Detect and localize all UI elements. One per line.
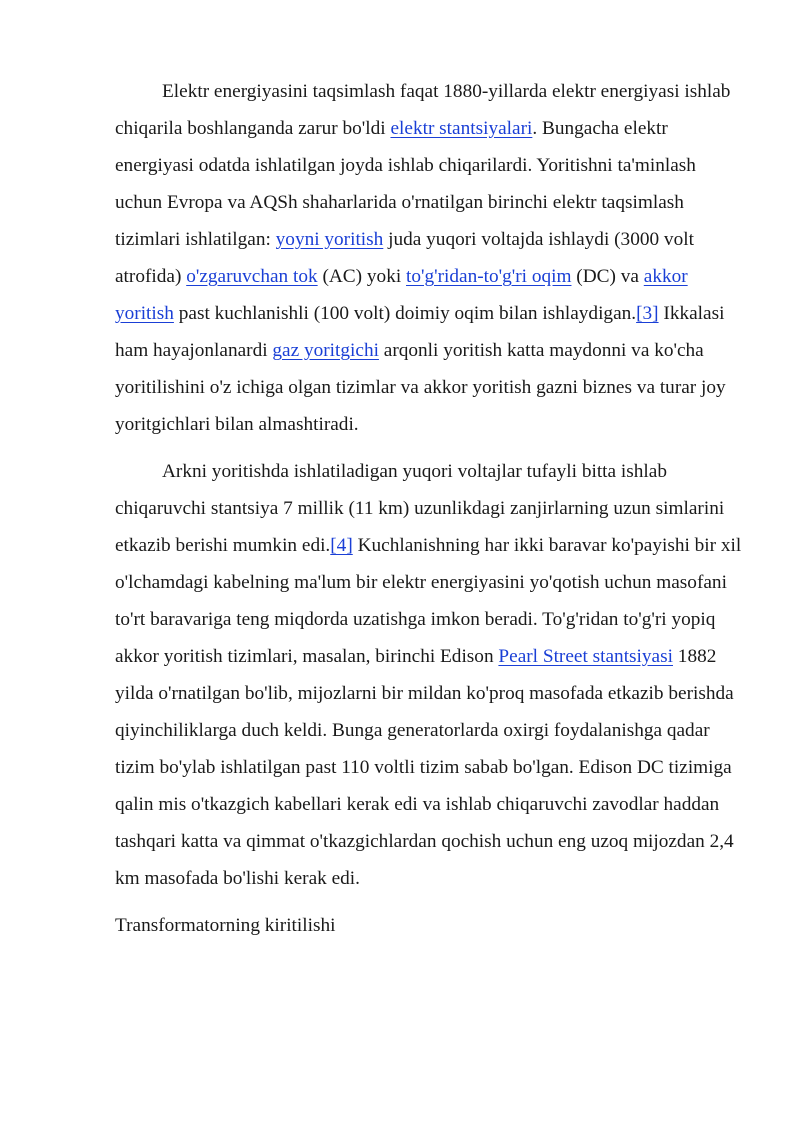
- hyperlink[interactable]: o'zgaruvchan tok: [186, 266, 318, 287]
- text-run: Elektr energiyasini taqsimlash faqat 1880-yillarda elektr energiyasi ishlab chiqarila boshlanganda zarur bo'ldi: [115, 81, 731, 139]
- document-page: [115, 73, 745, 944]
- text-run: Ikkalasi ham hayajonlanardi: [115, 303, 725, 361]
- hyperlink[interactable]: [3]: [636, 303, 659, 324]
- text-run: (AC) yoki: [317, 266, 407, 287]
- text-run: arqonli yoritish katta maydonni va ko'cha yoritilishini o'z ichiga olgan tizimlar va akkor yoritish gazni biznes va turar joy yoritgichlari bilan almashtiradi.: [115, 340, 726, 435]
- section-heading: Transformatorning kiritilishi: [115, 915, 336, 936]
- hyperlink[interactable]: akkor yoritish: [115, 266, 688, 324]
- text-run: juda yuqori voltajda ishlaydi (3000 volt atrofida): [115, 229, 694, 287]
- paragraph-1: [115, 73, 745, 443]
- text-run: (DC) va: [571, 266, 644, 287]
- text-run: Kuchlanishning har ikki baravar ko'payishi bir xil o'lchamdagi kabelning ma'lum bir elektr energiyasini yo'qotish uchun masofani to'rt baravariga teng miqdorda uzatishga imkon beradi. To'g'ridan to'g'ri yopiq akkor yoritish tizimlari, masalan, birinchi Edison: [115, 535, 742, 667]
- text-run: Arkni yoritishda ishlatiladigan yuqori voltajlar tufayli bitta ishlab chiqaruvchi stantsiya 7 millik (11 km) uzunlikdagi zanjirlarning uzun simlarini etkazib berishi mumkin edi.: [115, 461, 725, 556]
- text-run: 1882 yilda o'rnatilgan bo'lib, mijozlarni bir mildan ko'proq masofada etkazib berishda qiyinchiliklarga duch keldi. Bunga generatorlarda oxirgi foydalanishga qadar tizim bo'ylab ishlatilgan past 110 voltli tizim sabab bo'lgan. Edison DC tizimiga qalin mis o'tkazgich kabellari kerak edi va ishlab chiqaruvchi zavodlar haddan tashqari katta va qimmat o'tkazgichlardan qochish uchun eng uzoq mijozdan 2,4 km masofada bo'lishi kerak edi.: [115, 646, 734, 889]
- hyperlink[interactable]: to'g'ridan-to'g'ri oqim: [406, 266, 572, 287]
- paragraph-2: [115, 453, 745, 897]
- hyperlink[interactable]: elektr stantsiyalari: [390, 118, 533, 139]
- text-run: past kuchlanishli (100 volt) doimiy oqim bilan ishlaydigan.: [173, 303, 637, 324]
- text-run: . Bungacha elektr energiyasi odatda ishlatilgan joyda ishlab chiqarilardi. Yoritishni ta'minlash uchun Evropa va AQSh shaharlarida o'rnatilgan birinchi elektr taqsimlash tizimlari ishlatilgan:: [115, 118, 696, 250]
- hyperlink[interactable]: gaz yoritgichi: [272, 340, 379, 361]
- hyperlink[interactable]: yoyni yoritish: [275, 229, 384, 250]
- hyperlink[interactable]: Pearl Street stantsiyasi: [498, 646, 673, 667]
- hyperlink[interactable]: [4]: [330, 535, 353, 556]
